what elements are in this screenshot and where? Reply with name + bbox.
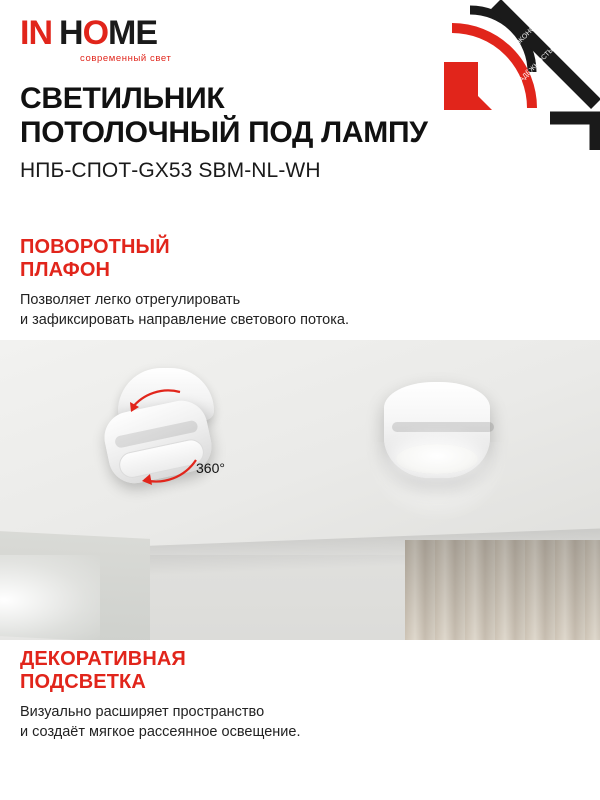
title-line-1: СВЕТИЛЬНИК xyxy=(20,82,225,115)
feature-decorative-lighting xyxy=(0,648,600,742)
feature-text-line-1: Позволяет легко отрегулировать xyxy=(20,292,241,308)
product-photo xyxy=(0,340,600,640)
feature-title-line-2: ПОДСВЕТКА xyxy=(20,671,146,693)
rotation-arrow-icon xyxy=(100,368,230,503)
feature-title xyxy=(20,236,580,282)
brand-logo xyxy=(20,13,580,64)
lamp-ring xyxy=(392,422,494,432)
feature-text-line-1: Визуально расширяет пространство xyxy=(20,704,265,720)
brand-tagline: современный свет xyxy=(80,53,172,64)
svg-text:ЭКОНОМИЯ: ЭКОНОМИЯ xyxy=(514,13,549,48)
title-line-2: ПОТОЛОЧНЫЙ ПОД ЛАМПУ xyxy=(20,115,428,149)
curtain-shadow xyxy=(405,540,600,640)
window-glow xyxy=(0,555,100,640)
page-title xyxy=(20,82,580,149)
logo-in-text: IN xyxy=(20,14,52,52)
rotation-degrees-label: 360° xyxy=(196,460,225,476)
feature-title-line-2: ПЛАФОН xyxy=(20,259,111,281)
svg-text:НАДЁЖНОСТЬ: НАДЁЖНОСТЬ xyxy=(514,47,555,88)
feature-text xyxy=(20,703,580,742)
feature-title-line-1: ПОВОРОТНЫЙ xyxy=(20,236,170,258)
logo-home-text: HOME xyxy=(59,14,158,52)
room-ceiling xyxy=(0,340,600,555)
feature-title-line-1: ДЕКОРАТИВНАЯ xyxy=(20,648,186,670)
header xyxy=(0,0,600,220)
lamp-lens xyxy=(396,444,478,474)
product-model: НПБ-СПОТ-GX53 SBM-NL-WH xyxy=(20,159,321,183)
tilted-ceiling-spotlight xyxy=(100,368,230,503)
feature-title xyxy=(20,648,580,694)
feature-rotating-shade xyxy=(0,236,600,330)
feature-text xyxy=(20,291,580,330)
feature-text-line-2: и создаёт мягкое рассеянное освещение. xyxy=(20,723,301,740)
feature-text-line-2: и зафиксировать направление светового потока. xyxy=(20,311,349,328)
straight-ceiling-spotlight xyxy=(378,382,498,502)
